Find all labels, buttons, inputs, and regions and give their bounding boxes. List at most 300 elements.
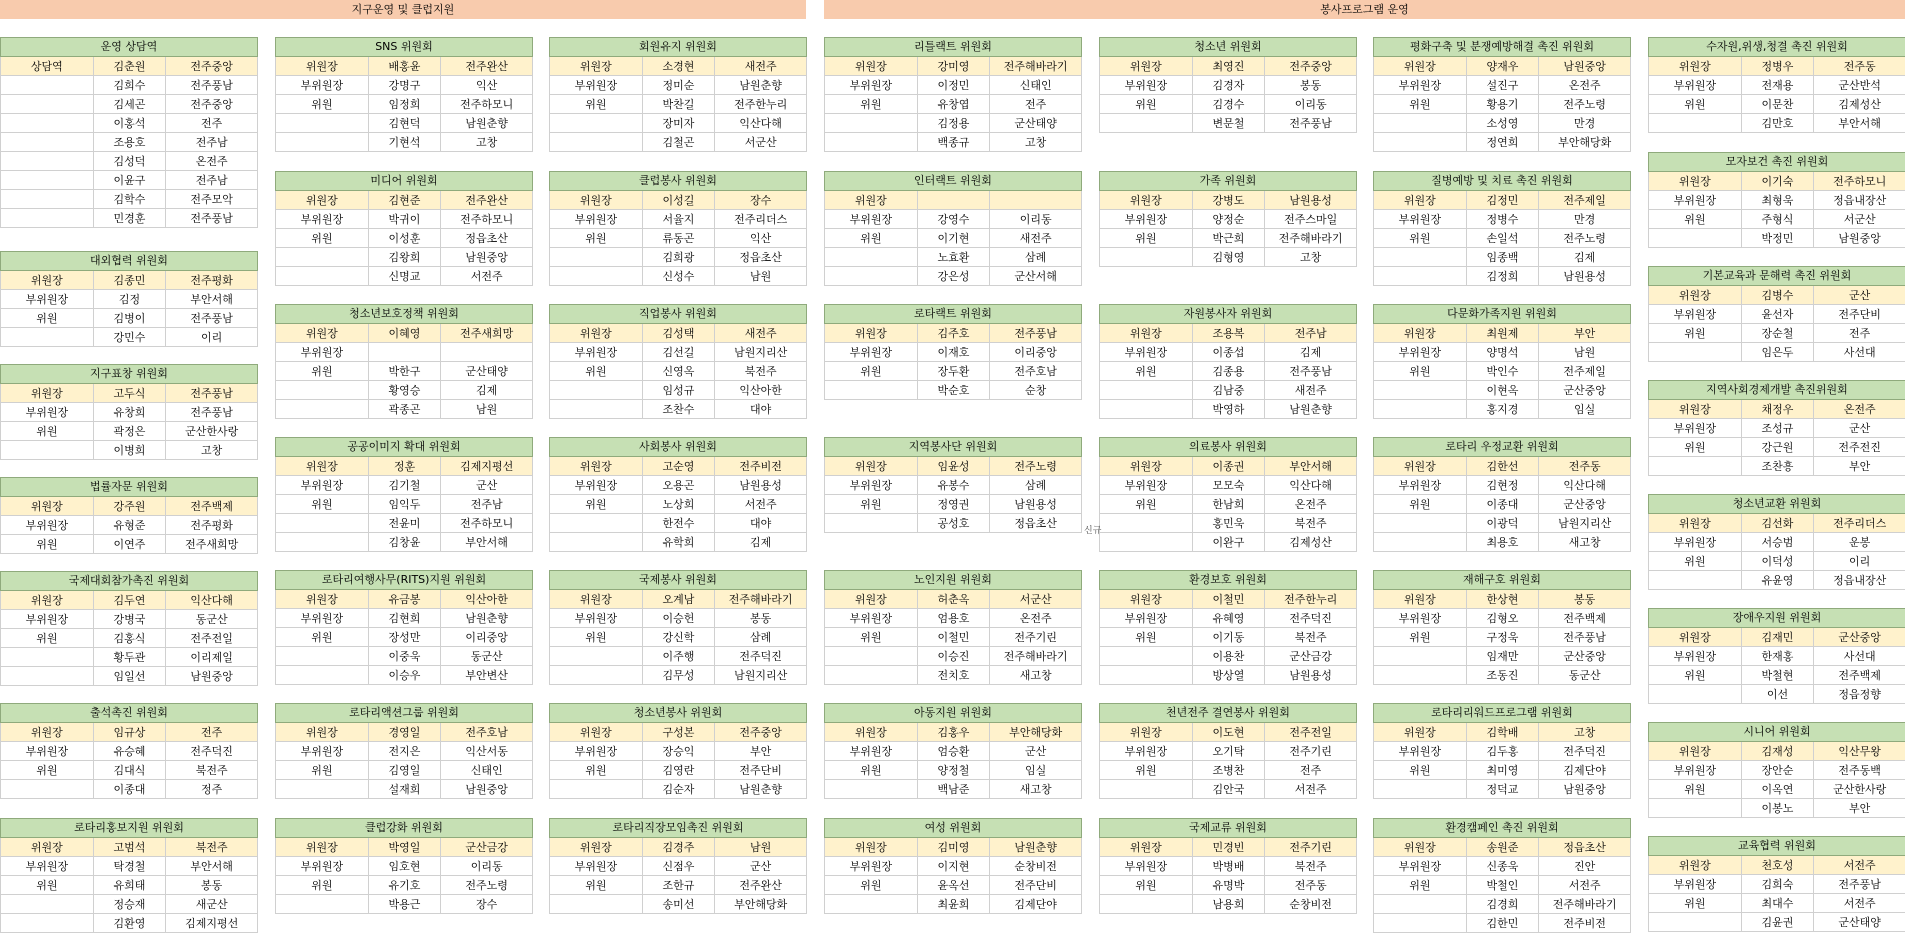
committee-table — [1373, 37, 1631, 152]
club-name-cell: 전주중앙 — [166, 57, 258, 76]
role-cell: 부위원장 — [824, 210, 918, 229]
committee-row — [275, 780, 533, 799]
club-name-cell: 순창비전 — [1265, 895, 1357, 914]
club-name-cell: 군산중앙 — [1539, 381, 1631, 400]
role-cell — [824, 114, 918, 133]
role-cell: 위원 — [1099, 362, 1193, 381]
member-name-cell: 최대수 — [1742, 894, 1815, 913]
member-name-cell: 탁경철 — [94, 857, 167, 876]
club-name-cell: 부안 — [715, 742, 807, 761]
club-name-cell: 군산 — [1814, 419, 1905, 438]
committee-row — [0, 403, 258, 422]
committee-row — [1099, 381, 1357, 400]
committee-row — [0, 190, 258, 209]
committee-title: 로타리액션그룹 위원회 — [275, 703, 533, 723]
club-name-cell: 남원지리산 — [1539, 514, 1631, 533]
committee-row — [0, 516, 258, 535]
section-header-service-programs: 봉사프로그램 운영 — [824, 0, 1905, 19]
role-cell: 위원 — [824, 229, 918, 248]
committee-row — [1648, 685, 1905, 704]
role-cell: 위원 — [1373, 95, 1467, 114]
club-name-cell: 군산태양 — [990, 114, 1082, 133]
club-name-cell: 전주노령 — [1539, 229, 1631, 248]
member-name-cell: 유봉수 — [918, 476, 991, 495]
member-name-cell: 임규상 — [94, 723, 167, 742]
role-cell — [1373, 400, 1467, 419]
club-name-cell: 대야 — [715, 514, 807, 533]
member-name-cell: 강병도 — [1193, 191, 1266, 210]
club-name-cell: 부안서해 — [166, 290, 258, 309]
role-cell: 위원 — [1373, 628, 1467, 647]
member-name-cell: 김종민 — [94, 271, 167, 290]
committee-table — [1648, 266, 1905, 362]
club-name-cell: 전주남 — [441, 495, 533, 514]
committee-row — [1373, 533, 1631, 552]
role-cell — [1099, 780, 1193, 799]
committee-row — [275, 761, 533, 780]
club-name-cell: 온전주 — [166, 152, 258, 171]
committee-row — [0, 271, 258, 290]
role-cell: 부위원장 — [1648, 875, 1742, 894]
member-name-cell: 천호성 — [1742, 856, 1815, 875]
club-name-cell: 정읍초산 — [990, 514, 1082, 533]
role-cell: 부위원장 — [0, 610, 94, 629]
member-name-cell: 채정우 — [1742, 400, 1815, 419]
role-cell — [275, 267, 369, 286]
committee-row — [275, 229, 533, 248]
committee-table — [824, 570, 1082, 685]
club-name-cell: 부안서해 — [166, 857, 258, 876]
club-name-cell: 정읍초산 — [1539, 838, 1631, 857]
role-cell: 부위원장 — [549, 76, 643, 95]
role-cell — [275, 533, 369, 552]
club-name-cell: 전주해바라기 — [1265, 229, 1357, 248]
member-name-cell: 김경수 — [1193, 95, 1266, 114]
club-name-cell: 전주하모니 — [441, 514, 533, 533]
committee-row — [1099, 210, 1357, 229]
committee-row — [275, 133, 533, 152]
role-cell: 위원 — [1099, 229, 1193, 248]
member-name-cell: 김주호 — [918, 324, 991, 343]
committee-table — [275, 304, 533, 419]
club-name-cell: 서전주 — [1265, 780, 1357, 799]
committee-row — [0, 723, 258, 742]
club-name-cell: 만경 — [1539, 114, 1631, 133]
club-name-cell: 장수 — [441, 895, 533, 914]
role-cell: 부위원장 — [1099, 742, 1193, 761]
role-cell: 부위원장 — [1648, 533, 1742, 552]
club-name-cell: 새전주 — [715, 57, 807, 76]
committee-row — [549, 514, 807, 533]
club-name-cell: 군산서해 — [990, 267, 1082, 286]
committee-row — [1648, 305, 1905, 324]
role-cell: 위원 — [0, 422, 94, 441]
committee-row — [1373, 723, 1631, 742]
committee-table — [0, 571, 258, 686]
committee-row — [0, 422, 258, 441]
committee-row — [1099, 114, 1357, 133]
club-name-cell: 전주기린 — [1265, 838, 1357, 857]
committee-row — [1373, 876, 1631, 895]
committee-row — [1648, 780, 1905, 799]
club-name-cell: 익산아한 — [715, 381, 807, 400]
role-cell: 위원장 — [549, 324, 643, 343]
role-cell: 위원장 — [824, 57, 918, 76]
member-name-cell: 곽종곤 — [369, 400, 442, 419]
role-cell: 부위원장 — [549, 343, 643, 362]
role-cell: 위원 — [1648, 210, 1742, 229]
club-name-cell — [441, 343, 533, 362]
club-name-cell: 전주덕진 — [715, 647, 807, 666]
committee-row — [275, 191, 533, 210]
club-name-cell: 신태인 — [990, 76, 1082, 95]
club-name-cell: 익산다해 — [1539, 476, 1631, 495]
member-name-cell: 이홍석 — [94, 114, 167, 133]
committee-title: 회원유지 위원회 — [549, 37, 807, 57]
club-name-cell: 새전주 — [715, 324, 807, 343]
committee-row — [275, 857, 533, 876]
committee-title: 국제봉사 위원회 — [549, 570, 807, 590]
club-name-cell: 전주단비 — [1814, 305, 1905, 324]
member-name-cell: 김기철 — [369, 476, 442, 495]
member-name-cell: 허춘옥 — [918, 590, 991, 609]
member-name-cell: 김영란 — [643, 761, 716, 780]
club-name-cell: 전주풍남 — [990, 324, 1082, 343]
club-name-cell: 온전주 — [1814, 400, 1905, 419]
member-name-cell: 김희숙 — [1742, 875, 1815, 894]
committee-row — [549, 609, 807, 628]
club-name-cell: 부안해당화 — [990, 723, 1082, 742]
role-cell — [1099, 248, 1193, 267]
committee-row — [824, 742, 1082, 761]
member-name-cell: 박순호 — [918, 381, 991, 400]
club-name-cell: 남원중앙 — [441, 780, 533, 799]
role-cell: 부위원장 — [1373, 76, 1467, 95]
role-cell — [1373, 267, 1467, 286]
role-cell: 위원장 — [275, 723, 369, 742]
club-name-cell: 전주노령 — [990, 457, 1082, 476]
club-name-cell: 김제 — [1539, 248, 1631, 267]
role-cell — [0, 441, 94, 460]
member-name-cell: 김학수 — [94, 190, 167, 209]
role-cell: 부위원장 — [1648, 419, 1742, 438]
role-cell: 위원장 — [549, 590, 643, 609]
committee-row — [1099, 457, 1357, 476]
club-name-cell: 전주호남 — [441, 723, 533, 742]
club-name-cell: 전주중앙 — [715, 723, 807, 742]
member-name-cell: 이철민 — [918, 628, 991, 647]
member-name-cell: 신영옥 — [643, 362, 716, 381]
club-name-cell: 남원 — [441, 400, 533, 419]
role-cell: 위원 — [824, 495, 918, 514]
committee-title: 대외협력 위원회 — [0, 251, 258, 271]
committee-row — [1648, 76, 1905, 95]
member-name-cell: 이덕성 — [1742, 552, 1815, 571]
role-cell: 부위원장 — [1099, 76, 1193, 95]
club-name-cell: 남원중앙 — [1539, 57, 1631, 76]
role-cell: 위원장 — [1648, 514, 1742, 533]
member-name-cell: 서승범 — [1742, 533, 1815, 552]
club-name-cell: 군산태양 — [441, 362, 533, 381]
club-name-cell: 전주 — [1265, 761, 1357, 780]
club-name-cell: 남원지리산 — [715, 666, 807, 685]
member-name-cell: 김학배 — [1467, 723, 1540, 742]
member-name-cell: 김형오 — [1467, 609, 1540, 628]
committee-row — [1373, 780, 1631, 799]
club-name-cell: 새고창 — [990, 780, 1082, 799]
club-name-cell: 고창 — [441, 133, 533, 152]
role-cell: 위원장 — [1648, 400, 1742, 419]
member-name-cell: 박영하 — [1193, 400, 1266, 419]
club-name-cell: 군산태양 — [1814, 913, 1905, 932]
committee-row — [1099, 533, 1357, 552]
committee-row — [1373, 628, 1631, 647]
member-name-cell: 주형식 — [1742, 210, 1815, 229]
member-name-cell: 조용복 — [1193, 324, 1266, 343]
role-cell: 부위원장 — [824, 476, 918, 495]
role-cell — [549, 133, 643, 152]
club-name-cell: 전주하모니 — [441, 210, 533, 229]
member-name-cell: 김영일 — [369, 761, 442, 780]
member-name-cell: 박찬길 — [643, 95, 716, 114]
club-name-cell: 전주덕진 — [1265, 609, 1357, 628]
member-name-cell: 오기탁 — [1193, 742, 1266, 761]
member-name-cell: 정미순 — [643, 76, 716, 95]
role-cell: 위원장 — [1648, 628, 1742, 647]
committee-row — [549, 590, 807, 609]
role-cell: 부위원장 — [824, 343, 918, 362]
committee-row — [1373, 495, 1631, 514]
role-cell — [1373, 780, 1467, 799]
club-name-cell: 이리동 — [441, 857, 533, 876]
committee-row — [549, 457, 807, 476]
member-name-cell: 민경훈 — [94, 209, 167, 228]
committee-row — [549, 895, 807, 914]
member-name-cell: 김정 — [94, 290, 167, 309]
committee-row — [549, 780, 807, 799]
role-cell: 위원 — [275, 876, 369, 895]
club-name-cell: 전주 — [166, 114, 258, 133]
member-name-cell: 김병이 — [94, 309, 167, 328]
role-cell: 위원장 — [275, 324, 369, 343]
club-name-cell: 서전주 — [1814, 894, 1905, 913]
role-cell: 위원 — [1373, 229, 1467, 248]
committee-row — [1373, 76, 1631, 95]
member-name-cell: 설재희 — [369, 780, 442, 799]
committee-row — [0, 384, 258, 403]
committee-title: 시니어 위원회 — [1648, 722, 1905, 742]
club-name-cell: 군산반석 — [1814, 76, 1905, 95]
committee-title: 클럽봉사 위원회 — [549, 171, 807, 191]
member-name-cell: 소성영 — [1467, 114, 1540, 133]
committee-table — [1648, 152, 1905, 248]
role-cell: 위원장 — [1099, 324, 1193, 343]
member-name-cell: 최용호 — [1467, 533, 1540, 552]
role-cell — [824, 780, 918, 799]
member-name-cell: 이용찬 — [1193, 647, 1266, 666]
committee-title: 기본교육과 문해력 촉진 위원회 — [1648, 266, 1905, 286]
committee-row — [0, 95, 258, 114]
club-name-cell: 남원중앙 — [1539, 780, 1631, 799]
committee-row — [275, 457, 533, 476]
role-cell: 부위원장 — [1648, 191, 1742, 210]
committee-row — [1099, 476, 1357, 495]
role-cell: 위원장 — [275, 191, 369, 210]
member-name-cell: 김안국 — [1193, 780, 1266, 799]
role-cell: 위원장 — [1373, 838, 1467, 857]
club-name-cell: 북전주 — [1265, 628, 1357, 647]
committee-row — [1099, 362, 1357, 381]
member-name-cell: 백종규 — [918, 133, 991, 152]
member-name-cell: 노상희 — [643, 495, 716, 514]
committee-title: 수자원,위생,청결 촉진 위원회 — [1648, 37, 1905, 57]
committee-row — [1648, 628, 1905, 647]
committee-table — [1373, 171, 1631, 286]
committee-row — [0, 591, 258, 610]
committee-row — [549, 267, 807, 286]
role-cell: 위원 — [824, 362, 918, 381]
club-name-cell: 군산 — [990, 742, 1082, 761]
club-name-cell: 전주해바라기 — [715, 590, 807, 609]
member-name-cell: 임호현 — [369, 857, 442, 876]
role-cell: 부위원장 — [549, 742, 643, 761]
club-name-cell: 전주전일 — [1265, 723, 1357, 742]
committee-table — [275, 37, 533, 152]
committee-row — [1373, 229, 1631, 248]
member-name-cell: 이병희 — [94, 441, 167, 460]
member-name-cell: 정승재 — [94, 895, 167, 914]
committee-row — [1648, 324, 1905, 343]
role-cell: 위원 — [824, 761, 918, 780]
role-cell: 위원 — [824, 95, 918, 114]
section-header-club-support: 지구운영 및 클럽지원 — [0, 0, 806, 19]
committee-title: 국제교류 위원회 — [1099, 818, 1357, 838]
role-cell — [275, 133, 369, 152]
club-name-cell: 온전주 — [1265, 495, 1357, 514]
club-name-cell: 서군산 — [1814, 210, 1905, 229]
club-name-cell: 남원용성 — [1265, 666, 1357, 685]
committee-row — [1373, 609, 1631, 628]
club-name-cell: 군산 — [715, 857, 807, 876]
club-name-cell: 대야 — [715, 400, 807, 419]
committee-row — [1373, 362, 1631, 381]
role-cell — [1373, 647, 1467, 666]
committee-table — [1099, 570, 1357, 685]
member-name-cell: 조병찬 — [1193, 761, 1266, 780]
member-name-cell: 배홍윤 — [369, 57, 442, 76]
committee-row — [0, 497, 258, 516]
role-cell: 위원장 — [1648, 57, 1742, 76]
member-name-cell: 유명박 — [1193, 876, 1266, 895]
committee-row — [1648, 438, 1905, 457]
committee-row — [549, 76, 807, 95]
committee-row — [0, 114, 258, 133]
committee-title: 아동지원 위원회 — [824, 703, 1082, 723]
role-cell: 위원장 — [275, 838, 369, 857]
member-name-cell: 장두환 — [918, 362, 991, 381]
committee-title: 로타리여행사무(RITS)지원 위원회 — [275, 570, 533, 590]
club-name-cell: 남원용성 — [1539, 267, 1631, 286]
role-cell — [824, 895, 918, 914]
role-cell — [1099, 895, 1193, 914]
member-name-cell: 이종대 — [1467, 495, 1540, 514]
member-name-cell: 송미선 — [643, 895, 716, 914]
committee-row — [0, 629, 258, 648]
role-cell: 부위원장 — [549, 857, 643, 876]
club-name-cell: 봉동 — [715, 609, 807, 628]
member-name-cell: 신점우 — [643, 857, 716, 876]
committee-row — [549, 857, 807, 876]
committee-table — [275, 437, 533, 552]
member-name-cell: 김두연 — [94, 591, 167, 610]
club-name-cell: 남원춘향 — [1265, 400, 1357, 419]
committee-row — [1648, 172, 1905, 191]
member-name-cell: 박철인 — [1467, 876, 1540, 895]
member-name-cell: 이승진 — [918, 647, 991, 666]
member-name-cell: 황용기 — [1467, 95, 1540, 114]
club-name-cell: 이리 — [1814, 552, 1905, 571]
club-name-cell: 전주 — [990, 95, 1082, 114]
member-name-cell: 신성수 — [643, 267, 716, 286]
member-name-cell: 유금봉 — [369, 590, 442, 609]
committee-row — [0, 914, 258, 933]
role-cell — [1373, 666, 1467, 685]
club-name-cell: 군산 — [441, 476, 533, 495]
committee-row — [0, 648, 258, 667]
member-name-cell: 이문찬 — [1742, 95, 1815, 114]
committee-row — [0, 290, 258, 309]
committee-row — [1648, 875, 1905, 894]
member-name-cell: 유학희 — [643, 533, 716, 552]
committee-row — [1373, 191, 1631, 210]
role-cell: 부위원장 — [1373, 609, 1467, 628]
committee-table — [1373, 570, 1631, 685]
committee-row — [0, 742, 258, 761]
committee-title: 로타리 우정교환 위원회 — [1373, 437, 1631, 457]
committee-row — [0, 57, 258, 76]
committee-row — [1099, 628, 1357, 647]
committee-row — [1099, 780, 1357, 799]
member-name-cell: 박용근 — [369, 895, 442, 914]
committee-title: 인터랙트 위원회 — [824, 171, 1082, 191]
committee-row — [1099, 742, 1357, 761]
member-name-cell: 정병수 — [1467, 210, 1540, 229]
club-name-cell: 전주단비 — [990, 876, 1082, 895]
committee-table — [549, 570, 807, 685]
committee-row — [275, 248, 533, 267]
role-cell — [275, 666, 369, 685]
role-cell: 위원장 — [549, 838, 643, 857]
club-name-cell: 남원춘향 — [441, 609, 533, 628]
role-cell — [275, 381, 369, 400]
committee-title: 천년전주 결연봉사 위원회 — [1099, 703, 1357, 723]
member-name-cell: 임은두 — [1742, 343, 1815, 362]
committee-title: 자원봉사자 위원회 — [1099, 304, 1357, 324]
club-name-cell: 이리동 — [990, 210, 1082, 229]
role-cell — [549, 666, 643, 685]
role-cell — [1099, 514, 1193, 533]
club-name-cell: 남원중앙 — [1814, 229, 1905, 248]
role-cell — [549, 381, 643, 400]
committee-row — [1099, 761, 1357, 780]
role-cell — [1373, 133, 1467, 152]
club-name-cell: 전주한누리 — [715, 95, 807, 114]
committee-row — [824, 876, 1082, 895]
committee-table — [824, 171, 1082, 286]
member-name-cell: 강신학 — [643, 628, 716, 647]
committee-row — [0, 76, 258, 95]
member-name-cell: 임일선 — [94, 667, 167, 686]
